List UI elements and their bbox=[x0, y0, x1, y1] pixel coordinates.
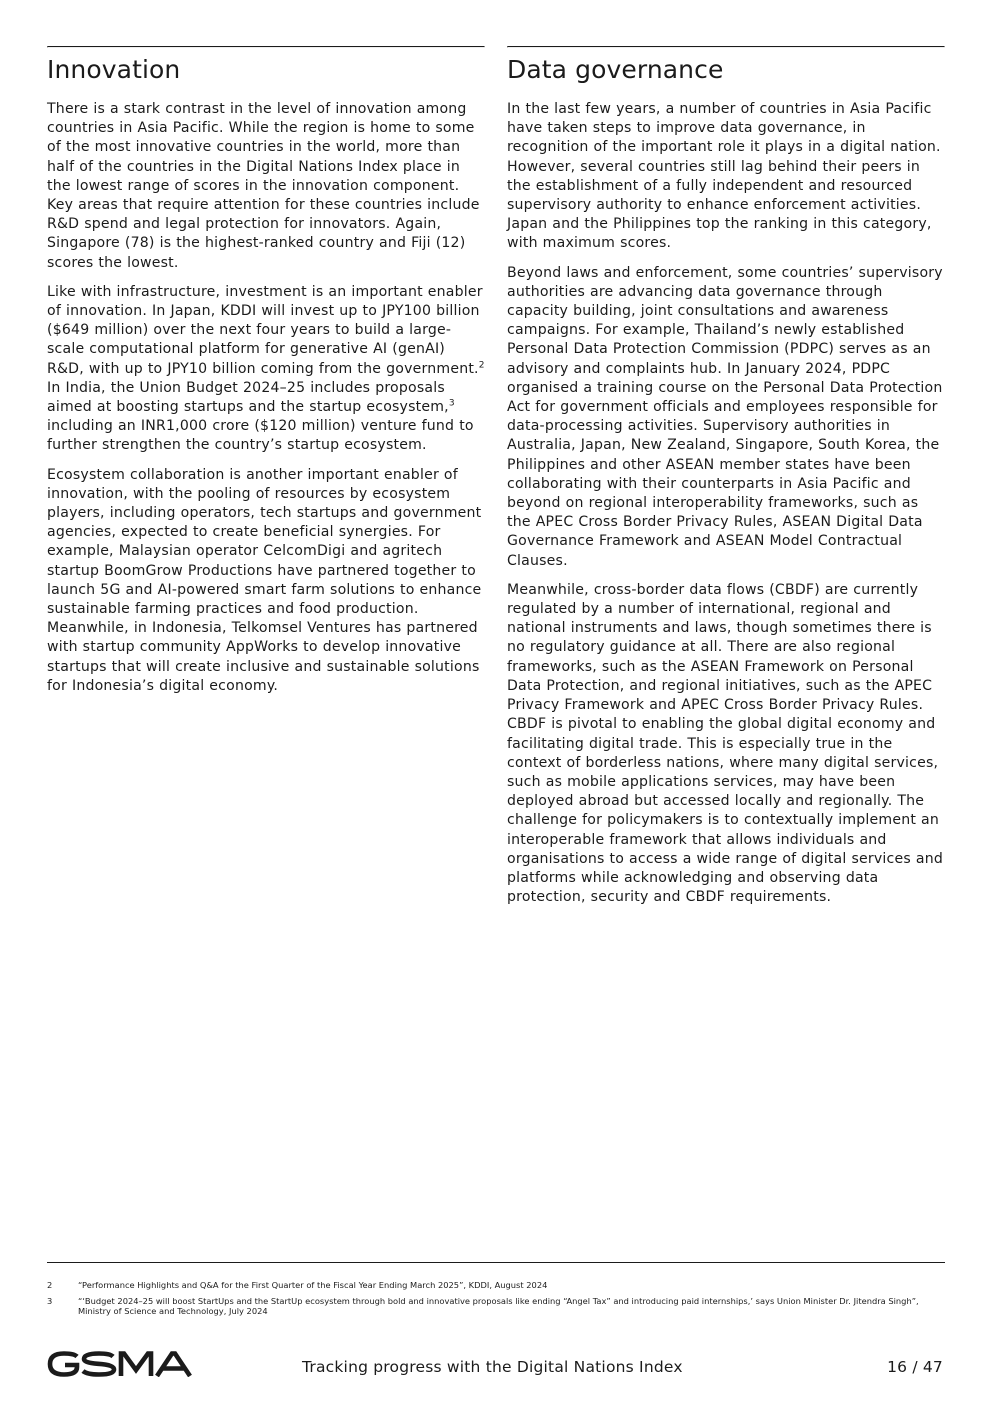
document-title: Tracking progress with the Digital Nations Index bbox=[302, 1358, 683, 1376]
innovation-paragraph-3: Ecosystem collaboration is another important enabler of innovation, with the pooling of resources by ecosystem players, including operators, tech startups and government agencies, expected to create beneficial synergies. For example, Malaysian operator CelcomDigi and agritech startup BoomGrow Productions have partnered together to launch 5G and AI-powered smart farm solutions to enhance sustainable farming practices and food production. Meanwhile, in Indonesia, Telkomsel Ventures has partnered with startup community AppWorks to develop innovative startups that will create inclusive and sustainable solutions for Indonesia’s digital economy. bbox=[47, 466, 482, 694]
paragraph-text: including an INR1,000 crore ($120 million) venture fund to further strengthen the country’s startup ecosystem. bbox=[47, 418, 474, 454]
data-governance-heading: Data governance bbox=[507, 55, 724, 84]
page-footer bbox=[0, 1348, 992, 1388]
section-divider bbox=[507, 46, 945, 48]
innovation-paragraph-1: There is a stark contrast in the level of innovation among countries in Asia Pacific. While the region is home to some of the most innovative countries in the world, more than half of the countries in the Digital Nations Index place in the lowest range of scores in the innovation component. Key areas that require attention for these countries include R&D spend and legal protection for innovators. Again, Singapore (78) is the highest-ranked country and Fiji (12) scores the lowest. bbox=[47, 101, 480, 271]
data-governance-paragraph-3: Meanwhile, cross-border data flows (CBDF) are currently regulated by a number of international, regional and national instruments and laws, though sometimes there is no regulatory guidance at all. There are also regional frameworks, such as the ASEAN Framework on Personal Data Protection, and regional initiatives, such as the APEC Privacy Framework and APEC Cross Border Privacy Rules. CBDF is pivotal to enabling the global digital economy and facilitating digital trade. This is especially true in the context of borderless nations, where many digital services, such as mobile applications services, may have been deployed abroad but accessed locally and regionally. The challenge for policymakers is to contextually implement an interoperable framework that allows individuals and organisations to access a wide range of digital services and platforms while acknowledging and observing data protection, security and CBDF requirements. bbox=[507, 581, 943, 906]
gsma-logo-icon bbox=[47, 1351, 199, 1377]
gsma-logo[interactable] bbox=[47, 1351, 199, 1381]
footnote-ref-2[interactable]: 2 bbox=[478, 359, 485, 370]
paragraph-text: In India, the Union Budget 2024–25 includes proposals aimed at boosting startups and the startup ecosystem, bbox=[47, 379, 449, 416]
data-governance-column bbox=[507, 46, 945, 917]
data-governance-paragraph-1: In the last few years, a number of countries in Asia Pacific have taken steps to improve data governance, in recognition of the important role it plays in a digital nation. However, several countries still lag behind their peers in the establishment of a fully independent and resourced supervisory authority to enhance enforcement activities. Japan and the Philippines top the ranking in this category, with maximum scores. bbox=[507, 101, 941, 252]
footnote-number: 3 bbox=[47, 1295, 53, 1306]
paragraph-text: Like with infrastructure, investment is an important enabler of innovation. In Japan, KDDI will invest up to JPY100 billion ($649 million) over the next four years to build a large-scale computational platform for generative AI (genAI) R&D, with up to JPY10 billion coming from the government. bbox=[47, 283, 483, 377]
footnote-ref-3[interactable]: 3 bbox=[448, 398, 455, 409]
innovation-paragraph-2 bbox=[47, 283, 485, 456]
innovation-heading: Innovation bbox=[47, 55, 181, 84]
footnote-text: “Performance Highlights and Q&A for the First Quarter of the Fiscal Year Ending March 2025”, KDDI, August 2024 bbox=[78, 1280, 548, 1290]
footnotes bbox=[47, 1280, 945, 1322]
footnote-item bbox=[47, 1296, 945, 1317]
footnote-item bbox=[47, 1280, 945, 1291]
section-divider bbox=[47, 46, 485, 48]
page-number: 16 / 47 bbox=[887, 1358, 943, 1376]
footnote-divider bbox=[47, 1262, 945, 1263]
innovation-column bbox=[47, 46, 485, 706]
footnote-text: “‘Budget 2024–25 will boost StartUps and the StartUp ecosystem through bold and innovative proposals like ending “Angel Tax” and introducing paid internships,’ says Union Minister Dr. Jitendra Singh”, Ministry of Science and Technology, July 2024 bbox=[78, 1295, 919, 1316]
footnote-number: 2 bbox=[47, 1280, 53, 1290]
data-governance-paragraph-2: Beyond laws and enforcement, some countries’ supervisory authorities are advancing data governance through capacity building, joint consultations and awareness campaigns. For example, Thailand’s newly established Personal Data Protection Commission (PDPC) serves as an advisory and complaints hub. In January 2024, PDPC organised a training course on the Personal Data Protection Act for government officials and employees responsible for data-processing activities. Supervisory authorities in Australia, Japan, New Zealand, Singapore, South Korea, the Philippines and other ASEAN member states have been collaborating with their counterparts in Asia Pacific and beyond on regional interoperability frameworks, such as the APEC Cross Border Privacy Rules, ASEAN Digital Data Governance Framework and ASEAN Model Contractual Clauses. bbox=[507, 264, 943, 569]
